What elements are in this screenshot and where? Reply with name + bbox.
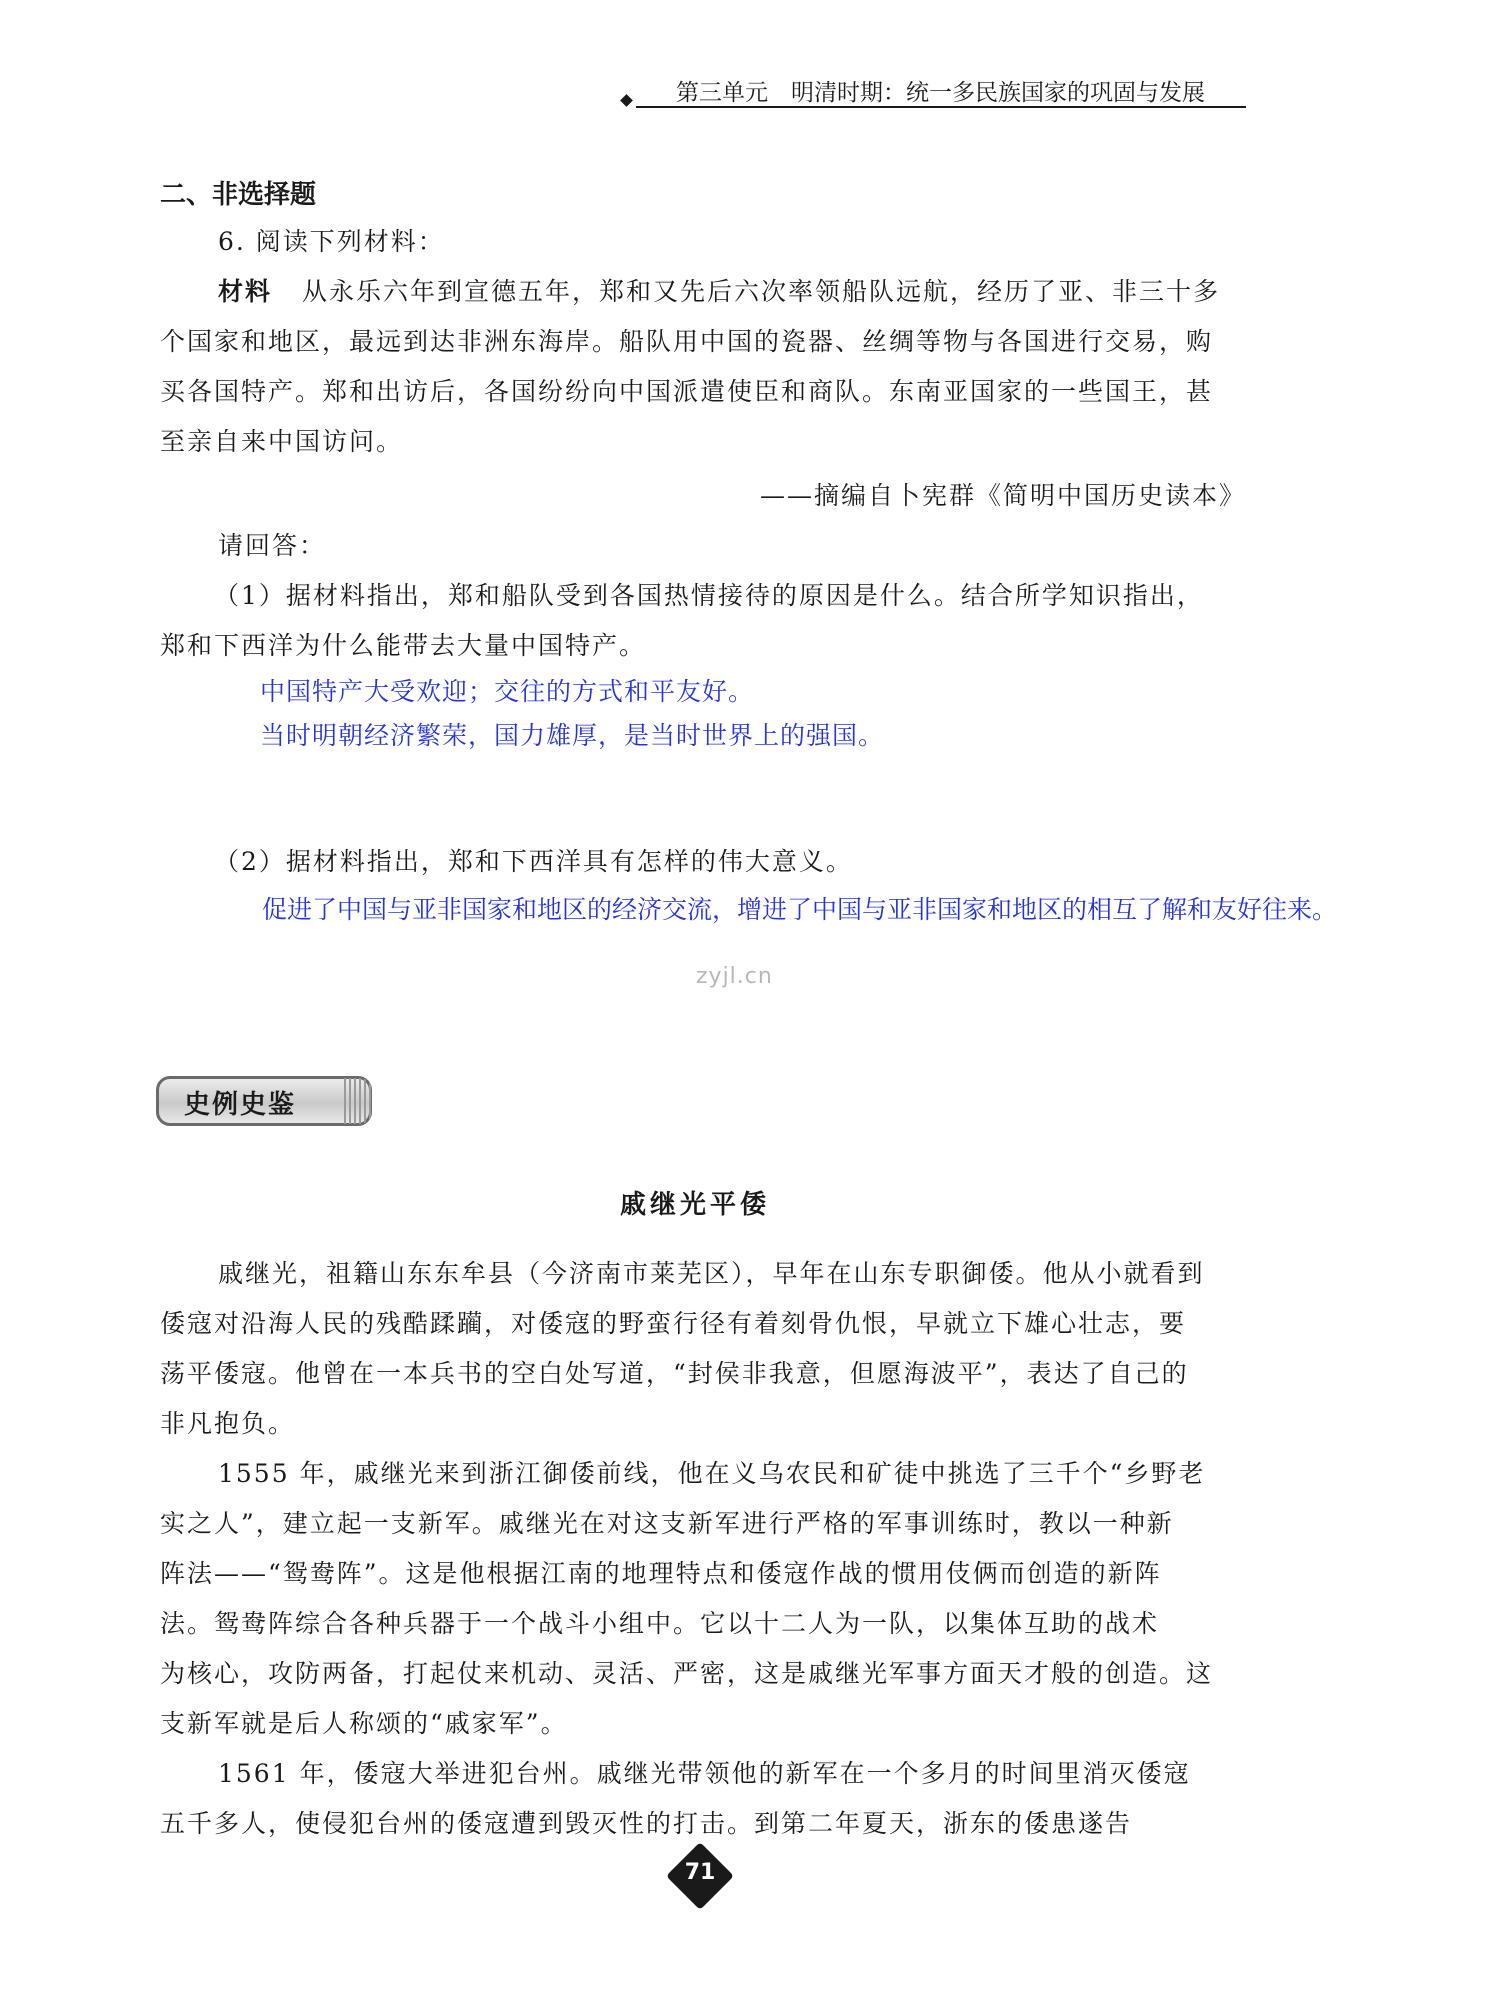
material-label: 材料 (218, 277, 273, 306)
story-line-7: 阵法——“鸳鸯阵”。这是他根据江南的地理特点和倭寇作战的惯用伎俩而创造的新阵 (160, 1559, 1162, 1588)
answer-instruction: 请回答： (218, 531, 327, 560)
story-line-1: 戚继光，祖籍山东东牟县（今济南市莱芜区），早年在山东专职御倭。他从小就看到 (218, 1259, 1205, 1288)
story-title: 戚继光平倭 (620, 1190, 771, 1220)
sub-question-2: （2）据材料指出，郑和下西洋具有怎样的伟大意义。 (214, 847, 853, 876)
material-line-2: 个国家和地区，最远到达非洲东海岸。船队用中国的瓷器、丝绸等物与各国进行交易，购 (160, 327, 1214, 356)
story-line-6: 实之人”，建立起一支新军。戚继光在对这支新军进行严格的军事训练时，教以一种新 (160, 1509, 1174, 1538)
answer-2: 促进了中国与亚非国家和地区的经济交流，增进了中国与亚非国家和地区的相互了解和友好往来。 (262, 895, 1338, 924)
material-source: ——摘编自卜宪群《简明中国历史读本》 (760, 481, 1247, 510)
sub-question-1-line-2: 郑和下西洋为什么能带去大量中国特产。 (160, 631, 647, 660)
story-line-8: 法。鸳鸯阵综合各种兵器于一个战斗小组中。它以十二人为一队，以集体互助的战术 (160, 1609, 1160, 1638)
section-label-stripes (344, 1078, 372, 1124)
question-prompt: 6. 阅读下列材料： (218, 227, 445, 256)
unit-header-title: 第三单元 明清时期：统一多民族国家的巩固与发展 (676, 80, 1205, 106)
material-line-1 (218, 272, 1220, 312)
story-line-11: 1561 年，倭寇大举进犯台州。戚继光带领他的新军在一个多月的时间里消灭倭寇 (218, 1759, 1191, 1788)
header-diamond-icon (620, 94, 633, 107)
material-line-4: 至亲自来中国访问。 (160, 427, 404, 456)
story-line-3: 荡平倭寇。他曾在一本兵书的空白处写道，“封侯非我意，但愿海波平”，表达了自己的 (160, 1359, 1189, 1388)
story-line-9: 为核心，攻防两备，打起仗来机动、灵活、严密，这是戚继光军事方面天才般的创造。这 (160, 1659, 1214, 1688)
story-line-10: 支新军就是后人称颂的“戚家军”。 (160, 1709, 568, 1738)
answer-1-line-1: 中国特产大受欢迎；交往的方式和平友好。 (260, 677, 755, 706)
page-number: 71 (684, 1860, 716, 1885)
section-heading: 二、非选择题 (160, 180, 317, 210)
answer-1-line-2: 当时明朝经济繁荣，国力雄厚，是当时世界上的强国。 (260, 721, 885, 750)
story-line-2: 倭寇对沿海人民的残酷蹂躏，对倭寇的野蛮行径有着刻骨仇恨，早就立下雄心壮志，要 (160, 1309, 1187, 1338)
story-line-12: 五千多人，使侵犯台州的倭寇遭到毁灭性的打击。到第二年夏天，浙东的倭患遂告 (160, 1809, 1133, 1838)
story-line-4: 非凡抱负。 (160, 1409, 296, 1438)
material-line-3: 买各国特产。郑和出访后，各国纷纷向中国派遣使臣和商队。东南亚国家的一些国王，甚 (160, 377, 1214, 406)
sub-question-1-line-1: （1）据材料指出，郑和船队受到各国热情接待的原因是什么。结合所学知识指出， (214, 581, 1204, 610)
story-line-5: 1555 年，戚继光来到浙江御倭前线，他在义乌农民和矿徒中挑选了三千个“乡野老 (218, 1459, 1206, 1488)
watermark: zyjl.cn (696, 964, 773, 989)
section-label: 史例史鉴 (184, 1090, 297, 1120)
material-text: 从永乐六年到宣德五年，郑和又先后六次率领船队远航，经历了亚、非三十多 (302, 277, 1221, 306)
